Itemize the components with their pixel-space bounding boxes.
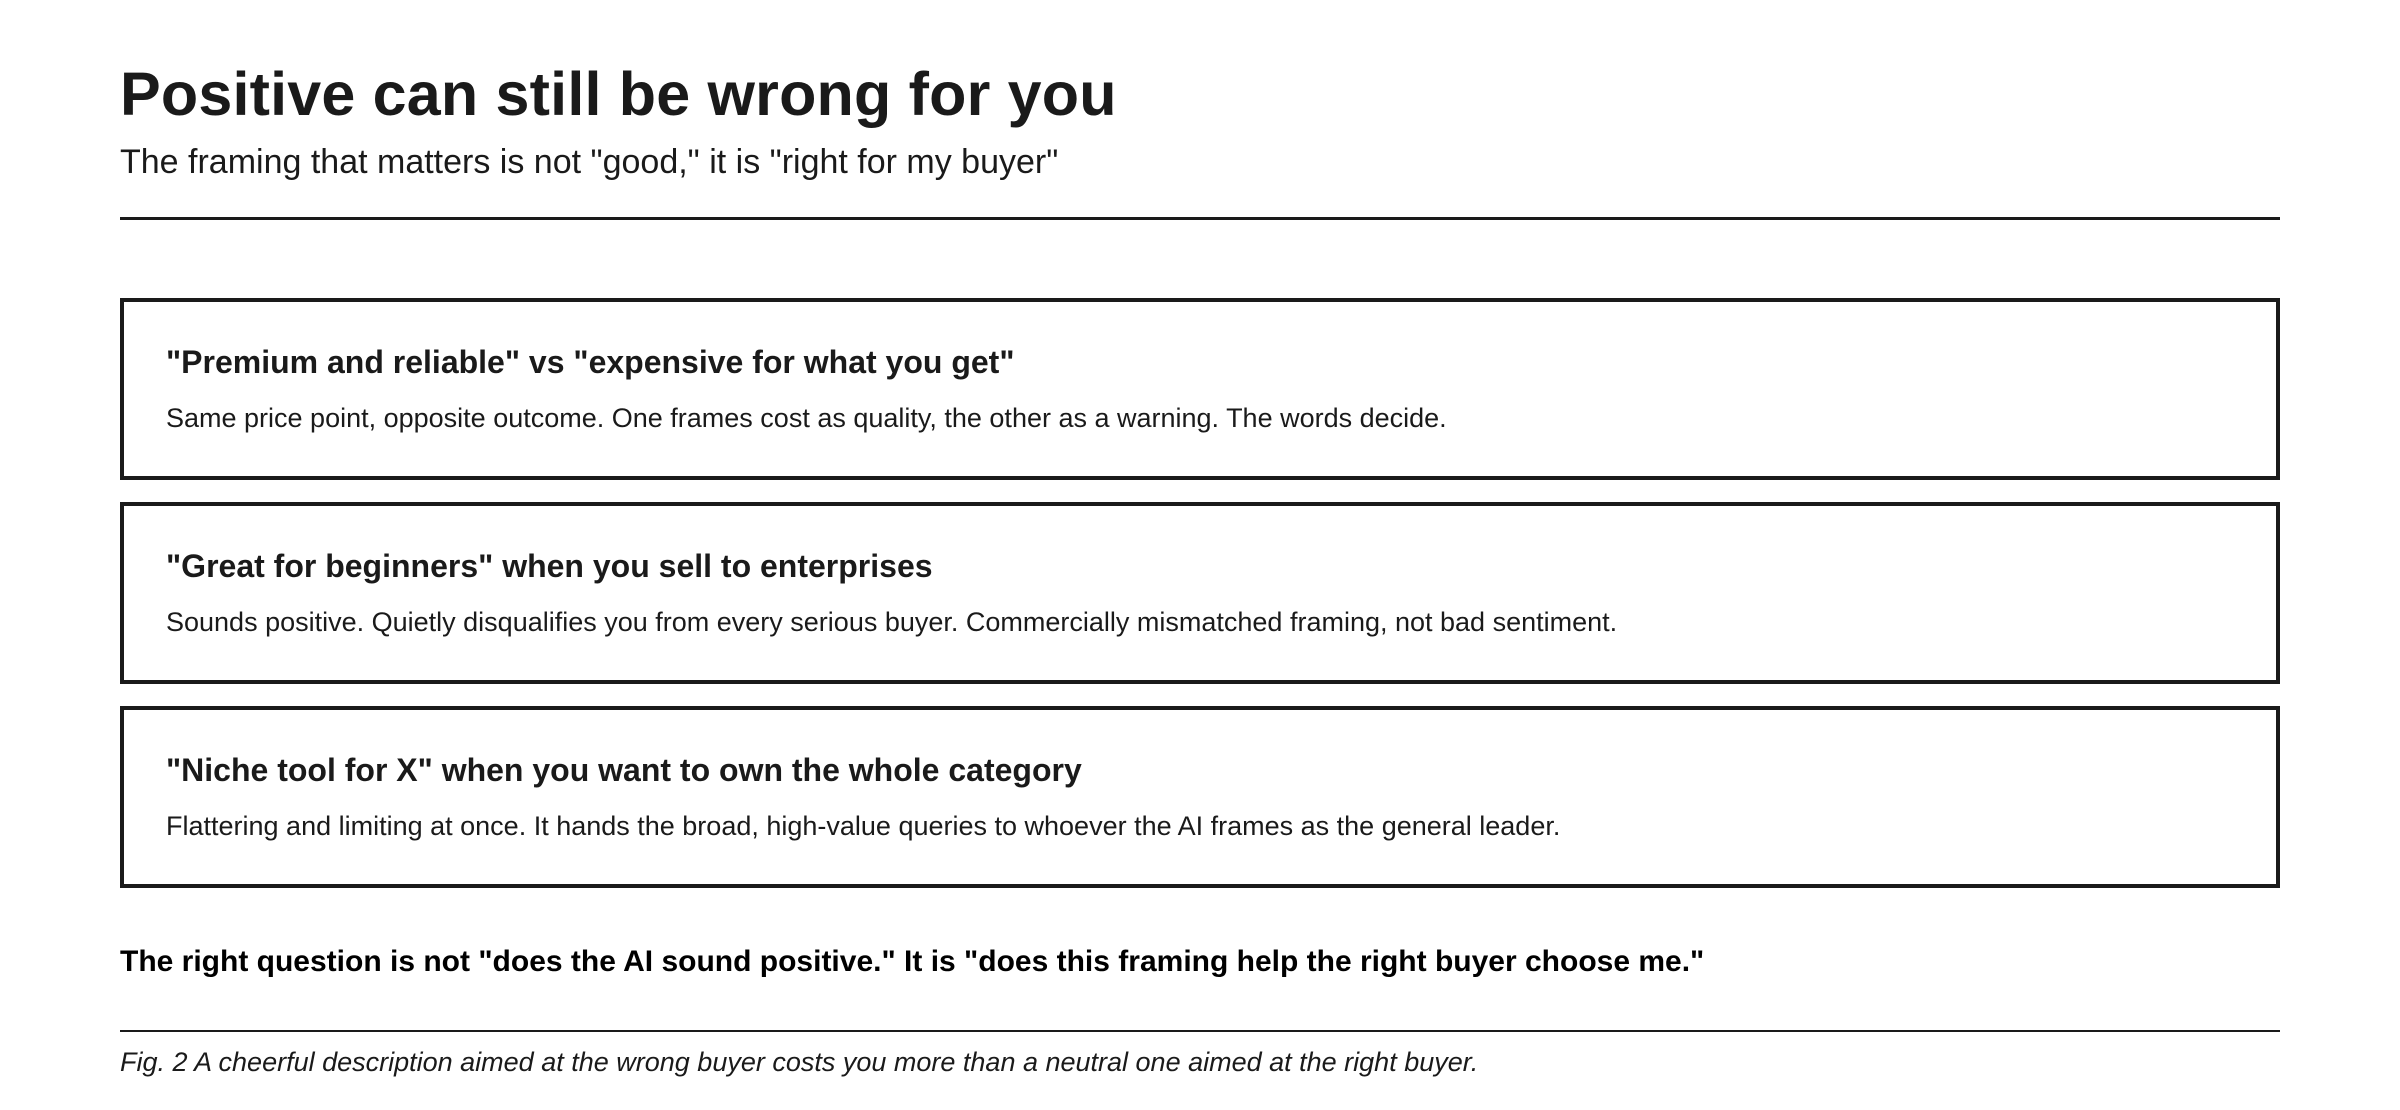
framing-card-beginners xyxy=(120,502,2280,684)
page-subtitle: The framing that matters is not "good," it is "right for my buyer" xyxy=(120,143,1059,181)
figure-caption: Fig. 2 A cheerful description aimed at the wrong buyer costs you more than a neutral one aimed at the right buyer. xyxy=(120,1047,1479,1077)
card-body: Same price point, opposite outcome. One frames cost as quality, the other as a warning. The words decide. xyxy=(166,403,1447,433)
caption-divider xyxy=(120,1030,2280,1032)
framing-card-niche xyxy=(120,706,2280,888)
card-body: Flattering and limiting at once. It hands the broad, high-value queries to whoever the AI frames as the general leader. xyxy=(166,811,1561,841)
page-title: Positive can still be wrong for you xyxy=(120,60,1117,128)
card-heading: "Premium and reliable" vs "expensive for what you get" xyxy=(166,344,1015,380)
framing-card-premium xyxy=(120,298,2280,480)
card-heading: "Great for beginners" when you sell to enterprises xyxy=(166,548,933,584)
key-takeaway: The right question is not "does the AI sound positive." It is "does this framing help the right buyer choose me." xyxy=(120,945,1705,978)
header-divider xyxy=(120,217,2280,220)
card-heading: "Niche tool for X" when you want to own the whole category xyxy=(166,752,1082,788)
card-body: Sounds positive. Quietly disqualifies you from every serious buyer. Commercially mismatched framing, not bad sentiment. xyxy=(166,607,1618,637)
